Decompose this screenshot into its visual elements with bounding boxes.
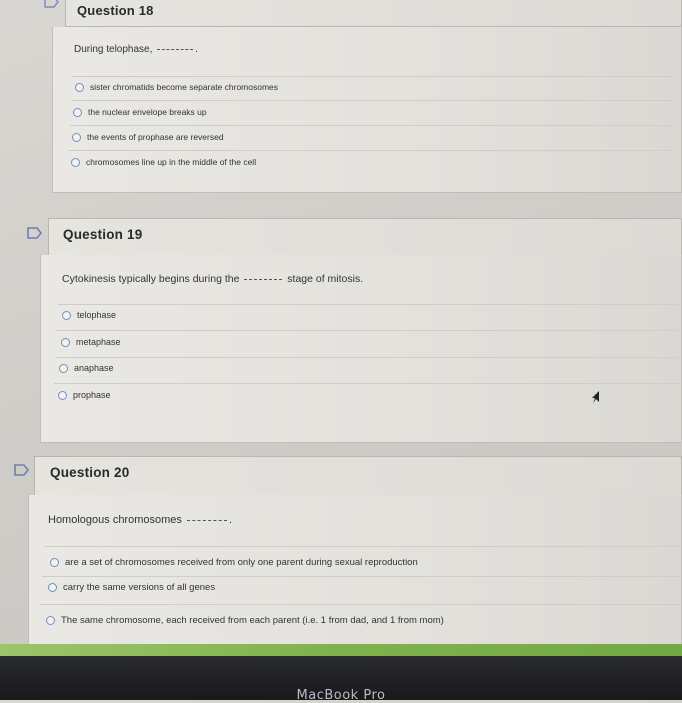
option-label: the events of prophase are reversed	[87, 132, 224, 142]
answer-blank	[187, 519, 227, 521]
prompt-text-end: stage of mitosis.	[287, 273, 364, 285]
question-18-option-1[interactable]	[75, 82, 278, 92]
flag-question-icon[interactable]	[14, 464, 30, 476]
divider	[42, 576, 680, 577]
divider	[72, 100, 672, 101]
divider	[56, 330, 678, 331]
question-19-option-1[interactable]	[62, 310, 116, 320]
divider	[68, 150, 674, 151]
option-label: anaphase	[74, 363, 114, 373]
option-label: carry the same versions of all genes	[63, 582, 216, 593]
radio-button[interactable]	[61, 338, 70, 347]
mouse-pointer-icon	[590, 390, 602, 404]
question-20-header	[34, 456, 682, 496]
question-19-header	[48, 218, 682, 256]
question-18-option-3[interactable]	[72, 132, 224, 142]
option-label: telophase	[77, 310, 117, 320]
answer-blank	[244, 278, 282, 280]
option-label: metaphase	[76, 337, 121, 347]
divider	[55, 357, 678, 358]
question-19-option-2[interactable]	[61, 337, 121, 347]
option-label: sister chromatids become separate chromosomes	[90, 82, 279, 92]
question-19-prompt	[62, 273, 363, 285]
question-20-option-1[interactable]	[50, 557, 418, 568]
question-19-option-3[interactable]	[59, 363, 114, 373]
question-18-title: Question 18	[77, 3, 154, 18]
radio-button[interactable]	[48, 583, 57, 592]
option-label: The same chromosome, each received from each parent (i.e. 1 from dad, and 1 from mom)	[61, 615, 444, 626]
divider	[70, 125, 674, 126]
question-20-title: Question 20	[50, 465, 130, 480]
radio-button[interactable]	[72, 133, 81, 142]
question-20-option-3[interactable]	[46, 615, 444, 626]
option-label: chromosomes line up in the middle of the cell	[86, 157, 257, 167]
radio-button[interactable]	[50, 558, 59, 567]
radio-button[interactable]	[46, 616, 55, 625]
option-label: prophase	[73, 390, 111, 400]
divider	[44, 546, 680, 547]
question-20-prompt	[48, 514, 232, 526]
divider	[54, 383, 680, 384]
radio-button[interactable]	[58, 391, 67, 400]
option-label: are a set of chromosomes received from only one parent during sexual reproduction	[65, 557, 418, 568]
divider	[58, 304, 678, 305]
question-18-option-4[interactable]	[71, 157, 256, 167]
radio-button[interactable]	[71, 158, 80, 167]
radio-button[interactable]	[73, 108, 82, 117]
device-label: MacBook Pro	[296, 688, 386, 703]
question-20-option-2[interactable]	[48, 582, 215, 593]
question-19-title: Question 19	[63, 227, 143, 242]
prompt-text: Cytokinesis typically begins during the	[62, 273, 240, 285]
divider	[72, 76, 672, 77]
prompt-text: Homologous chromosomes	[48, 514, 182, 526]
option-label: the nuclear envelope breaks up	[88, 107, 207, 117]
question-18-header	[65, 0, 682, 27]
question-18-option-2[interactable]	[73, 107, 207, 117]
flag-question-icon[interactable]	[44, 0, 60, 8]
prompt-text: During telophase,	[74, 44, 153, 55]
bottom-accent-bar	[0, 644, 682, 656]
question-19-option-4[interactable]	[58, 390, 111, 400]
radio-button[interactable]	[62, 311, 71, 320]
divider	[40, 604, 680, 605]
answer-blank	[157, 48, 193, 50]
flag-question-icon[interactable]	[27, 227, 43, 239]
question-18-prompt	[74, 44, 198, 55]
prompt-text-end: .	[195, 44, 198, 55]
radio-button[interactable]	[59, 364, 68, 373]
prompt-text-end: .	[228, 514, 233, 526]
radio-button[interactable]	[75, 83, 84, 92]
